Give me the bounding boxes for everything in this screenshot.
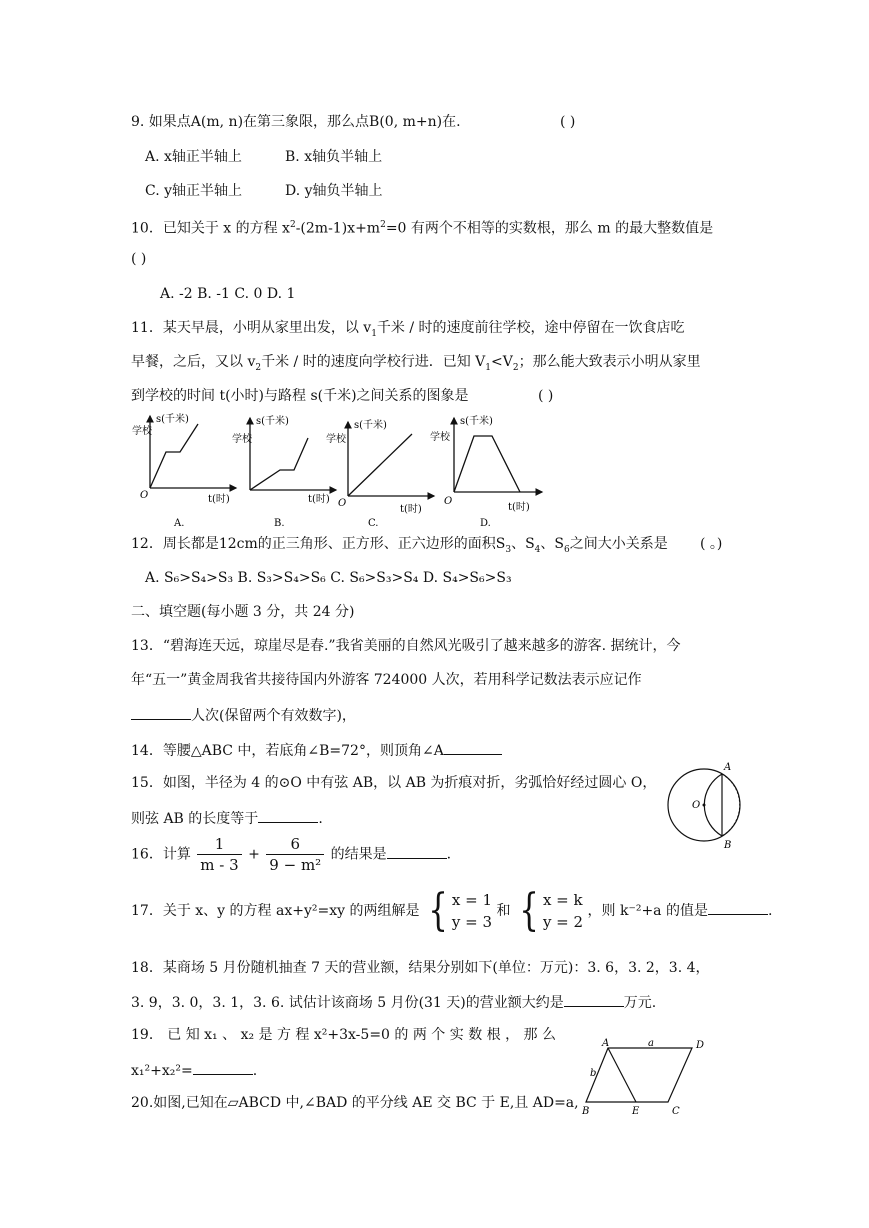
q19-line2: x₁²+x₂²= . bbox=[131, 1060, 257, 1080]
q11-line2: 早餐，之后，又以 $v_2$千米 / 时的速度向学校行进．已知 $V_1<V_2$；那么能大致表示小明从家里 bbox=[131, 354, 701, 373]
graph-d-origin: O bbox=[444, 496, 453, 507]
q20-label-side-b: b bbox=[590, 1068, 597, 1079]
q18-answer-blank[interactable] bbox=[564, 992, 624, 1007]
graph-a-ylabel: s(千米) bbox=[156, 414, 189, 425]
graph-b-letter: B. bbox=[274, 518, 285, 529]
q17-solution-1: { x = 1 y = 3 bbox=[428, 885, 493, 936]
q17-stem: 17．关于 x、y 的方程 ax+y²=xy 的两组解是 { x = 1 y = 3 和 { x = k y = 2 ，则 k⁻²+a 的值是 . bbox=[131, 885, 773, 936]
q20-label-d: D bbox=[696, 1040, 705, 1051]
graph-b-school-label: 学校 bbox=[232, 434, 252, 445]
q16-fraction-1: $\frac{1}{m - 3}$ bbox=[197, 834, 241, 875]
q14-answer-blank[interactable] bbox=[444, 740, 502, 755]
q9-stem: 9. 如果点A(m, n)在第三象限，那么点B(0, m+n)在. bbox=[131, 114, 461, 130]
section-heading: 二、填空题(每小题 3 分，共 24 分) bbox=[131, 604, 355, 620]
graph-c-letter: C. bbox=[368, 518, 379, 529]
graph-d-ylabel: s(千米) bbox=[460, 416, 493, 427]
graph-a-origin: O bbox=[140, 490, 149, 501]
q16-fraction-2: $\frac{6}{\text{9 − m²}}$ bbox=[266, 834, 324, 875]
q19-answer-blank[interactable] bbox=[193, 1060, 253, 1075]
q13-line3: 人次(保留两个有效数字)， bbox=[131, 705, 356, 725]
graph-a-xlabel: t(时) bbox=[208, 494, 230, 505]
q15-answer-blank[interactable] bbox=[258, 808, 318, 823]
q18-line2: 3. 9，3. 0，3. 1，3. 6. 试估计该商场 5 月份(31 天)的营业额大约是 万元. bbox=[131, 992, 656, 1012]
q9-answer-paren: ( ) bbox=[560, 114, 576, 130]
graph-a bbox=[132, 412, 236, 529]
q20-stem: 20.如图,已知在▱ABCD 中,∠BAD 的平分线 AE 交 BC 于 E,且 AD=a, bbox=[131, 1095, 579, 1111]
q16-answer-blank[interactable] bbox=[387, 844, 447, 859]
graph-a-letter: A. bbox=[174, 518, 185, 529]
q15-line1: 15．如图，半径为 4 的⊙O 中有弦 AB，以 AB 为折痕对折，劣弧恰好经过圆心 O， bbox=[131, 775, 657, 791]
q18-line1: 18．某商场 5 月份随机抽查 7 天的营业额，结果分别如下(单位：万元)：3. 6，3. 2，3. 4， bbox=[131, 960, 710, 976]
q20-parallelogram-figure bbox=[580, 1034, 710, 1118]
q12-options: A. S₆>S₄>S₃ B. S₃>S₄>S₆ C. S₆>S₃>S₄ D. S₄>S₆>S₃ bbox=[145, 570, 512, 586]
q17-answer-blank[interactable] bbox=[708, 900, 768, 915]
q17-solution-2: { x = k y = 2 bbox=[519, 885, 584, 936]
q20-label-c: C bbox=[672, 1106, 680, 1117]
q15-line2: 则弦 AB 的长度等于 . bbox=[131, 808, 323, 828]
q9-option-a: A. x轴正半轴上 bbox=[145, 149, 242, 165]
graph-a-school-label: 学校 bbox=[132, 426, 152, 437]
graph-d-school-label: 学校 bbox=[430, 432, 450, 443]
q9-option-c: C. y轴正半轴上 bbox=[145, 183, 243, 199]
q15-label-b: B bbox=[724, 840, 732, 851]
q11-line1: 11．某天早晨，小明从家里出发，以 $v_1$千米 / 时的速度前往学校，途中停留在一饮食店吃 bbox=[131, 320, 685, 339]
q13-line2: 年“五一”黄金周我省共接待国内外游客 724000 人次，若用科学记数法表示应记作 bbox=[131, 672, 642, 688]
q20-label-e: E bbox=[632, 1106, 640, 1117]
q10-answer-paren: ( ) bbox=[131, 251, 147, 267]
q14-stem: 14．等腰△ABC 中，若底角∠B=72°，则顶角∠A bbox=[131, 740, 502, 760]
graph-c bbox=[326, 418, 434, 529]
graph-c-school-label: 学校 bbox=[326, 434, 346, 445]
graph-c-origin: O bbox=[338, 498, 347, 509]
q12-answer-paren: ( 。) bbox=[700, 536, 723, 552]
q9-option-b: B. x轴负半轴上 bbox=[285, 149, 383, 165]
q16-stem: 16．计算 $\frac{1}{m - 3}$ + $\frac{6}{\text{9 − m²}}$ 的结果是 . bbox=[131, 835, 452, 874]
q9-option-d: D. y轴负半轴上 bbox=[285, 183, 383, 199]
graph-b-xlabel: t(时) bbox=[308, 494, 330, 505]
q10-options: A. -2 B. -1 C. 0 D. 1 bbox=[160, 286, 296, 302]
graph-c-xlabel: t(时) bbox=[400, 504, 422, 515]
q15-label-a: A bbox=[724, 762, 732, 773]
graph-b-ylabel: s(千米) bbox=[256, 416, 289, 427]
graph-d-xlabel: t(时) bbox=[508, 502, 530, 513]
q15-circle-figure bbox=[664, 758, 750, 852]
q11-line3: 到学校的时间 t(小时)与路程 s(千米)之间关系的图象是 bbox=[131, 388, 469, 404]
q12-stem: 12．周长都是12cm的正三角形、正方形、正六边形的面积$S_3$、$S_4$、$S_6$之间大小关系是 bbox=[131, 536, 668, 555]
graph-c-ylabel: s(千米) bbox=[354, 420, 387, 431]
q20-label-side-a: a bbox=[648, 1038, 654, 1049]
graph-d-letter: D. bbox=[480, 518, 491, 529]
q15-label-o: O bbox=[692, 800, 701, 811]
q10-stem: 10．已知关于 x 的方程 $x^2-(2m-1)x+m^2=0$ 有两个不相等的实数根，那么 m 的最大整数值是 bbox=[131, 220, 714, 237]
graph-b bbox=[232, 414, 336, 529]
q20-label-a: A bbox=[602, 1038, 610, 1049]
q13-answer-blank[interactable] bbox=[131, 705, 191, 720]
q11-answer-paren: ( ) bbox=[538, 388, 554, 404]
q19-line1: 19． 已 知 x₁ 、 x₂ 是 方 程 x²+3x-5=0 的 两 个 实 数 根 ， 那 么 bbox=[131, 1027, 557, 1043]
q20-label-b: B bbox=[582, 1106, 590, 1117]
q13-line1: 13．“碧海连天远，琼崖尽是春.”我省美丽的自然风光吸引了越来越多的游客. 据统计，今 bbox=[131, 638, 681, 654]
graph-d bbox=[430, 414, 542, 529]
q11-graphs bbox=[128, 408, 548, 530]
